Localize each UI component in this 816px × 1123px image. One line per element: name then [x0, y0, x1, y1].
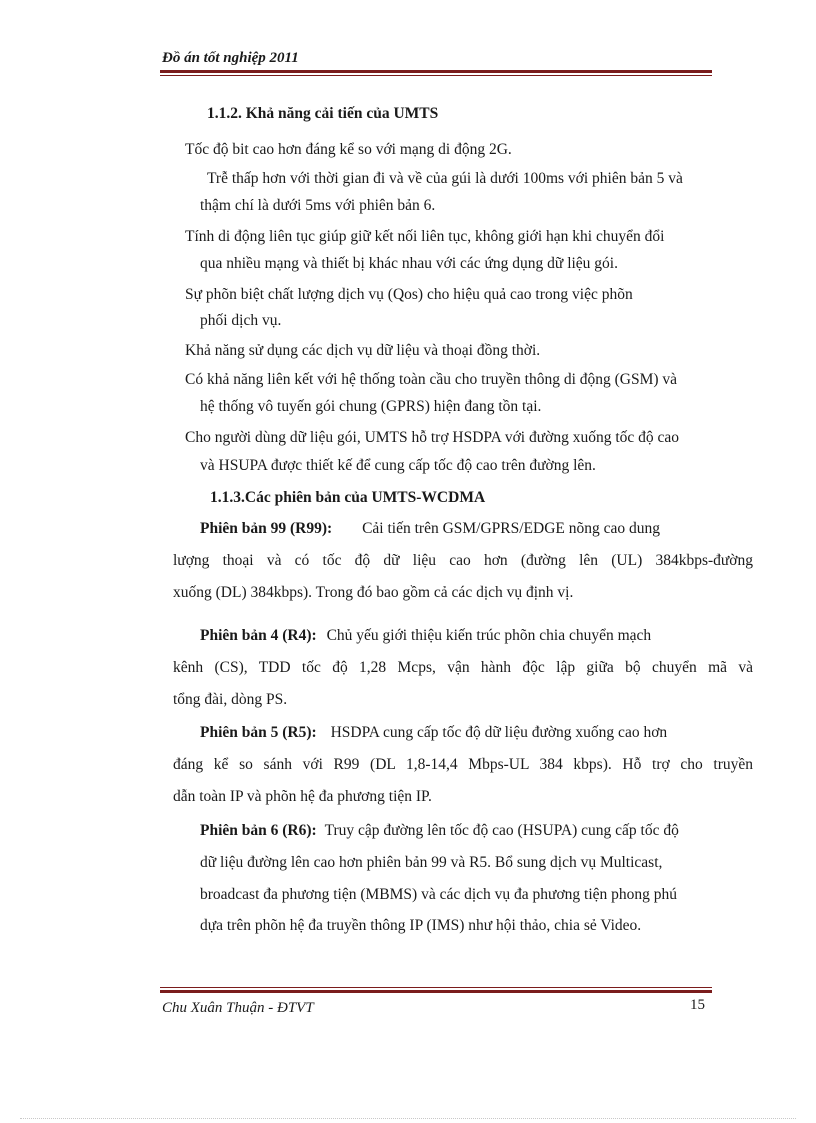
r5-text: HSDPA cung cấp tốc độ dữ liệu đường xuống cao hơn	[330, 724, 668, 741]
r6-paragraph-line1	[200, 823, 679, 839]
list-item-cont: hệ thống vô tuyến gói chung (GPRS) hiện đang tồn tại.	[200, 398, 542, 415]
footer-rule-thin	[160, 987, 712, 988]
list-item-cont: qua nhiều mạng và thiết bị khác nhau với các ứng dụng dữ liệu gói.	[200, 255, 618, 272]
r6-line3: broadcast đa phương tiện (MBMS) và các dịch vụ đa phương tiện phong phú	[200, 886, 678, 903]
r4-paragraph-line1	[200, 628, 651, 644]
header-rule-thin	[160, 75, 712, 76]
list-item: Khả năng sử dụng các dịch vụ dữ liệu và thoại đồng thời.	[185, 342, 541, 359]
list-item: Sự phõn biệt chất lượng dịch vụ (Qos) cho hiệu quả cao trong việc phõn	[185, 286, 633, 303]
r99-line2: lượng thoại và có tốc độ dữ liệu cao hơn (đường lên (UL) 384kbps-đường	[173, 552, 753, 569]
list-item: Có khả năng liên kết với hệ thống toàn cầu cho truyền thông di động (GSM) và	[185, 371, 678, 388]
r4-label: Phiên bản 4 (R4):	[200, 627, 317, 644]
header-title: Đồ án tốt nghiệp 2011	[162, 50, 299, 66]
list-item-cont: và HSUPA được thiết kế để cung cấp tốc độ cao trên đường lên.	[200, 457, 596, 474]
list-item: Cho người dùng dữ liệu gói, UMTS hỗ trợ HSDPA với đường xuống tốc độ cao	[185, 429, 680, 446]
r4-line2: kênh (CS), TDD tốc độ 1,28 Mcps, vận hành độc lập giữa bộ chuyển mã và	[173, 659, 753, 676]
list-item: Tốc độ bit cao hơn đáng kể so với mạng di động 2G.	[185, 141, 512, 158]
footer-rule-thick	[160, 990, 712, 993]
r6-line2: dữ liệu đường lên cao hơn phiên bản 99 và R5. Bổ sung dịch vụ Multicast,	[200, 854, 663, 871]
r4-text: Chủ yếu giới thiệu kiến trúc phõn chia chuyển mạch	[326, 627, 652, 644]
page-number: 15	[690, 997, 705, 1013]
list-item: Trễ thấp hơn với thời gian đi và về của gúi là dưới 100ms với phiên bản 5 và	[207, 170, 683, 187]
list-item: Tính di động liên tục giúp giữ kết nối liên tục, không giới hạn khi chuyển đổi	[185, 228, 665, 245]
footer-author: Chu Xuân Thuận - ĐTVT	[162, 1000, 314, 1016]
list-item-cont: phối dịch vụ.	[200, 312, 282, 329]
list-item-cont: thậm chí là dưới 5ms với phiên bản 6.	[200, 197, 436, 214]
r5-label: Phiên bản 5 (R5):	[200, 724, 317, 741]
r4-line3: tổng đài, dòng PS.	[173, 691, 288, 708]
page-edge-divider	[20, 1118, 796, 1119]
r5-line3: dẫn toàn IP và phõn hệ đa phương tiện IP.	[173, 788, 432, 805]
section-heading-1-1-2: 1.1.2. Khả năng cải tiến của UMTS	[207, 105, 439, 122]
r99-label: Phiên bản 99 (R99):	[200, 520, 333, 537]
r5-paragraph-line1	[200, 725, 667, 741]
r5-line2: đáng kể so sánh với R99 (DL 1,8-14,4 Mbps-UL 384 kbps). Hỗ trợ cho truyền	[173, 756, 753, 773]
r6-label: Phiên bản 6 (R6):	[200, 822, 317, 839]
r6-text: Truy cập đường lên tốc độ cao (HSUPA) cung cấp tốc độ	[324, 822, 679, 839]
r99-line3: xuống (DL) 384kbps). Trong đó bao gồm cả các dịch vụ định vị.	[173, 584, 574, 601]
section-heading-1-1-3: 1.1.3.Các phiên bản của UMTS-WCDMA	[210, 489, 486, 506]
r99-text: Cải tiến trên GSM/GPRS/EDGE nõng cao dung	[362, 520, 661, 537]
header-rule-thick	[160, 70, 712, 73]
r99-paragraph-line1	[200, 521, 660, 537]
r6-line4: dựa trên phõn hệ đa truyền thông IP (IMS) như hội thảo, chia sẻ Video.	[200, 917, 642, 934]
